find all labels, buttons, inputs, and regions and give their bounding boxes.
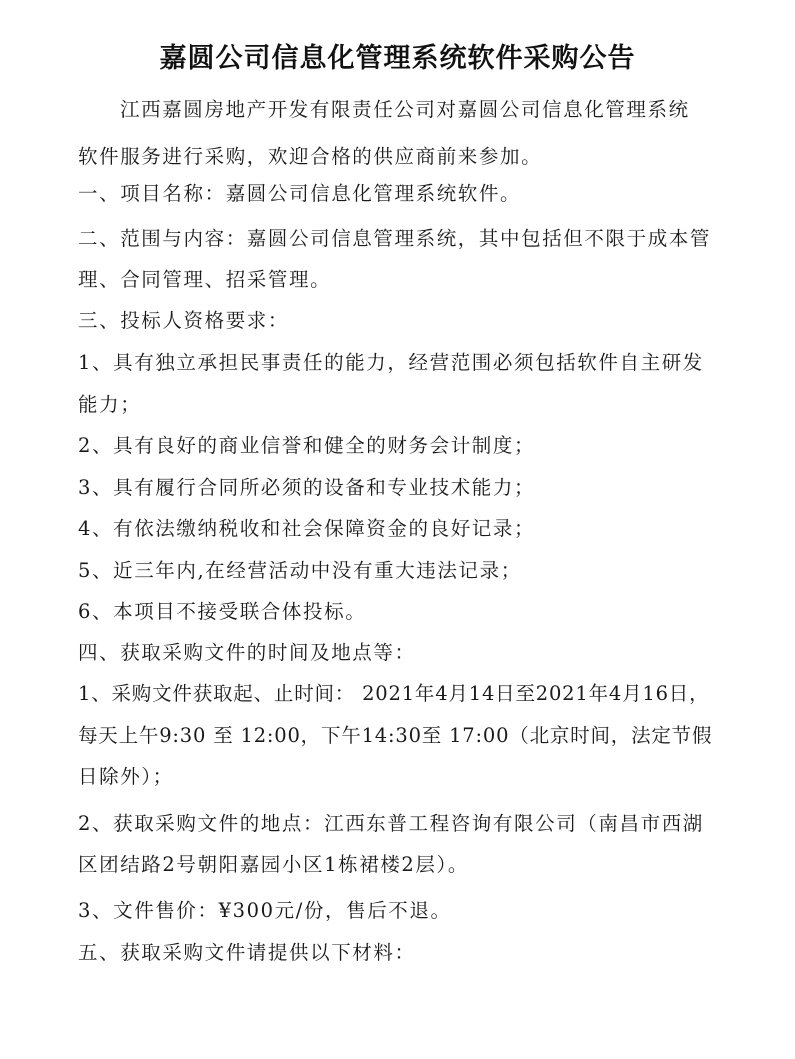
acquisition-time-line-3: 日除外）； bbox=[78, 765, 174, 788]
section-materials-heading: 五、获取采购文件请提供以下材料： bbox=[78, 941, 416, 964]
qualification-item-3: 3、具有履行合同所必须的设备和专业技术能力； bbox=[78, 476, 536, 499]
paragraph-intro-line-2: 软件服务进行采购，欢迎合格的供应商前来参加。 bbox=[78, 145, 543, 168]
acquisition-location-line-2: 区团结路2号朝阳嘉园小区1栋裙楼2层）。 bbox=[78, 853, 469, 876]
paragraph-intro-line-1: 江西嘉圆房地产开发有限责任公司对嘉圆公司信息化管理系统 bbox=[120, 98, 690, 121]
qualification-item-1-line-1: 1、具有独立承担民事责任的能力，经营范围必须包括软件自主研发 bbox=[78, 351, 704, 374]
section-scope-line-1: 二、范围与内容：嘉圆公司信息管理系统，其中包括但不限于成本管 bbox=[78, 227, 712, 250]
acquisition-price: 3、文件售价：¥300元/份，售后不退。 bbox=[78, 899, 452, 922]
acquisition-time-line-1: 1、采购文件获取起、止时间： 2021年4月14日至2021年4月16日， bbox=[78, 682, 710, 705]
qualification-item-1-line-2: 能力； bbox=[78, 393, 142, 416]
acquisition-location-line-1: 2、获取采购文件的地点：江西东普工程咨询有限公司（南昌市西湖 bbox=[78, 812, 704, 835]
qualification-item-5: 5、近三年内,在经营活动中没有重大违法记录； bbox=[78, 559, 522, 582]
section-project-name: 一、项目名称：嘉圆公司信息化管理系统软件。 bbox=[78, 182, 522, 205]
section-scope-line-2: 理、合同管理、招采管理。 bbox=[78, 268, 332, 291]
acquisition-time-line-2: 每天上午9:30 至 12:00，下午14:30至 17:00（北京时间，法定节假 bbox=[78, 724, 713, 747]
section-qualification-heading: 三、投标人资格要求： bbox=[78, 309, 290, 332]
qualification-item-6: 6、本项目不接受联合体投标。 bbox=[78, 600, 367, 623]
document-title: 嘉圆公司信息化管理系统软件采购公告 bbox=[159, 43, 636, 74]
qualification-item-2: 2、具有良好的商业信誉和健全的财务会计制度； bbox=[78, 434, 536, 457]
section-acquisition-heading: 四、获取采购文件的时间及地点等： bbox=[78, 641, 416, 664]
qualification-item-4: 4、有依法缴纳税收和社会保障资金的良好记录； bbox=[78, 517, 536, 540]
